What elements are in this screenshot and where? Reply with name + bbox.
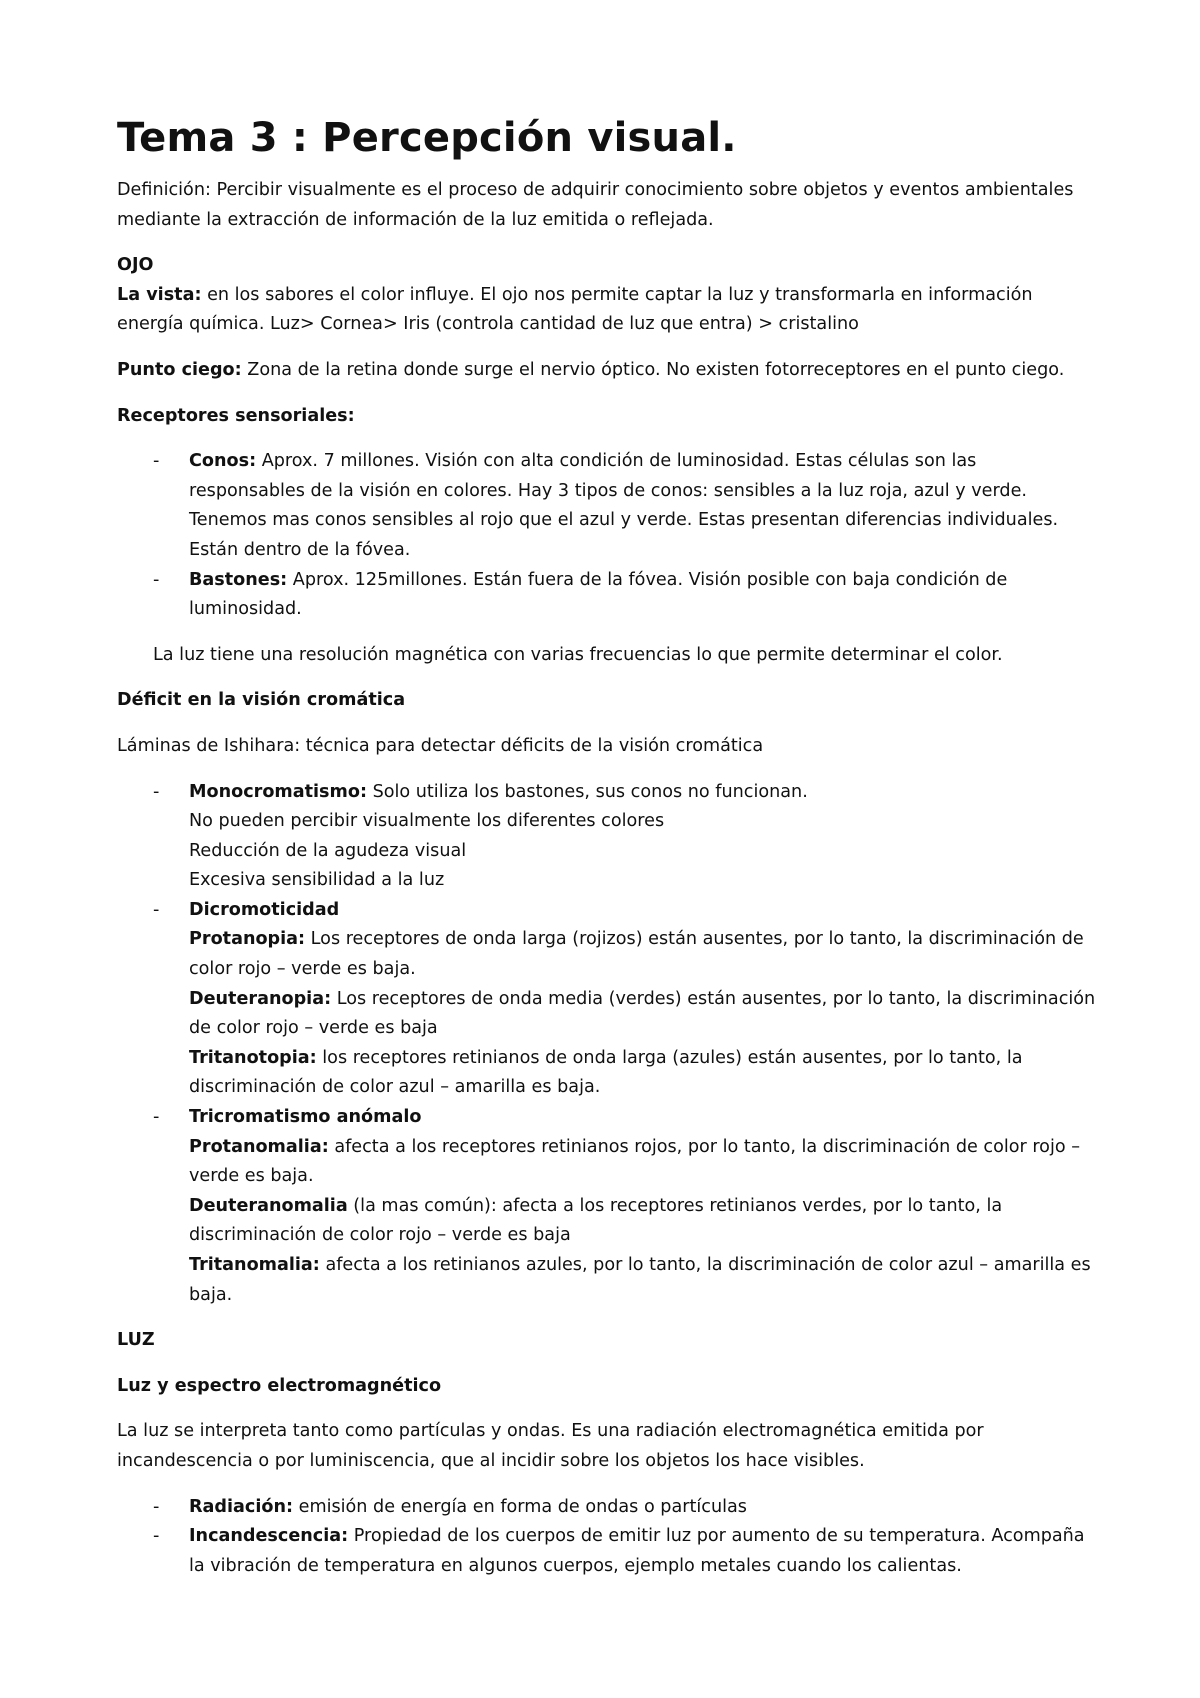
- page-title: Tema 3 : Percepción visual.: [117, 115, 737, 161]
- receptores-heading: Receptores sensoriales:: [117, 405, 355, 426]
- list-item: - Monocromatismo: Solo utiliza los bastones, sus conos no funcionan. No pueden percibir visualmente los diferentes colores Reducción de la agudeza visual Excesiva sensibilidad a la luz: [117, 778, 1097, 896]
- list-item: - Tricromatismo anómalo Protanomalia: afecta a los receptores retinianos rojos, por lo tanto, la discriminación de color rojo – verde es baja. Deuteranomalia (la mas común): afecta a los receptores retinianos verdes, por lo tanto, la discriminación de color rojo – verde es baja Tritanomalia: afecta a los retinianos azules, por lo tanto, la discriminación de color azul – amarilla es baja.: [117, 1103, 1097, 1310]
- luz-subheading: Luz y espectro electromagnético: [117, 1375, 442, 1396]
- vista-paragraph: [117, 281, 1097, 340]
- vista-text: en los sabores el color influye. El ojo nos permite captar la luz y transformarla en información energía química. Luz> Cornea> Iris (controla cantidad de luz que entra) > cristalino: [117, 284, 1033, 335]
- list-item: - Radiación: emisión de energía en forma de ondas o partículas: [117, 1493, 1097, 1523]
- luz-intro: La luz se interpreta tanto como partículas y ondas. Es una radiación electromagnética emitida por incandescencia o por luminiscencia, que al incidir sobre los objetos los hace visibles.: [117, 1421, 984, 1471]
- list-item: - Conos: Aprox. 7 millones. Visión con alta condición de luminosidad. Estas células son las responsables de la visión en colores. Hay 3 tipos de conos: sensibles a la luz roja, azul y verde. Tenemos mas conos sensibles al rojo que el azul y verde. Estas presentan diferencias individuales. Están dentro de la fóvea.: [117, 447, 1097, 565]
- definition-label: Definición:: [117, 180, 211, 200]
- vista-label: La vista:: [117, 284, 202, 305]
- deficit-list: [117, 778, 1097, 1311]
- punto-ciego-label: Punto ciego:: [117, 359, 242, 380]
- ishihara-paragraph: Láminas de Ishihara: técnica para detectar déficits de la visión cromática: [117, 735, 764, 756]
- luz-note: La luz tiene una resolución magnética con varias frecuencias lo que permite determinar el color.: [153, 644, 1003, 665]
- definition-text: Percibir visualmente es el proceso de adquirir conocimiento sobre objetos y eventos ambientales mediante la extracción de información de la luz emitida o reflejada.: [117, 180, 1074, 230]
- list-item: - Incandescencia: Propiedad de los cuerpos de emitir luz por aumento de su temperatura. Acompaña la vibración de temperatura en algunos cuerpos, ejemplo metales cuando los calientas.: [117, 1522, 1097, 1581]
- document-body: [117, 112, 1097, 1581]
- list-item: - Dicromoticidad Protanopia: Los receptores de onda larga (rojizos) están ausentes, por lo tanto, la discriminación de color rojo – verde es baja. Deuteranopia: Los receptores de onda media (verdes) están ausentes, por lo tanto, la discriminación de color rojo – verde es baja Tritanotopia: los receptores retinianos de onda larga (azules) están ausentes, por lo tanto, la discriminación de color azul – amarilla es baja.: [117, 896, 1097, 1103]
- definition-paragraph: [117, 176, 1097, 235]
- section-heading-luz: LUZ: [117, 1330, 155, 1351]
- section-heading-ojo: OJO: [117, 255, 154, 276]
- list-item: - Bastones: Aprox. 125millones. Están fuera de la fóvea. Visión posible con baja condición de luminosidad.: [117, 566, 1097, 625]
- punto-ciego-paragraph: [117, 356, 1097, 386]
- luz-list: [117, 1493, 1097, 1582]
- punto-ciego-text: Zona de la retina donde surge el nervio óptico. No existen fotorreceptores en el punto ciego.: [241, 359, 1065, 380]
- receptores-list: [117, 447, 1097, 625]
- deficit-heading: Déficit en la visión cromática: [117, 690, 406, 711]
